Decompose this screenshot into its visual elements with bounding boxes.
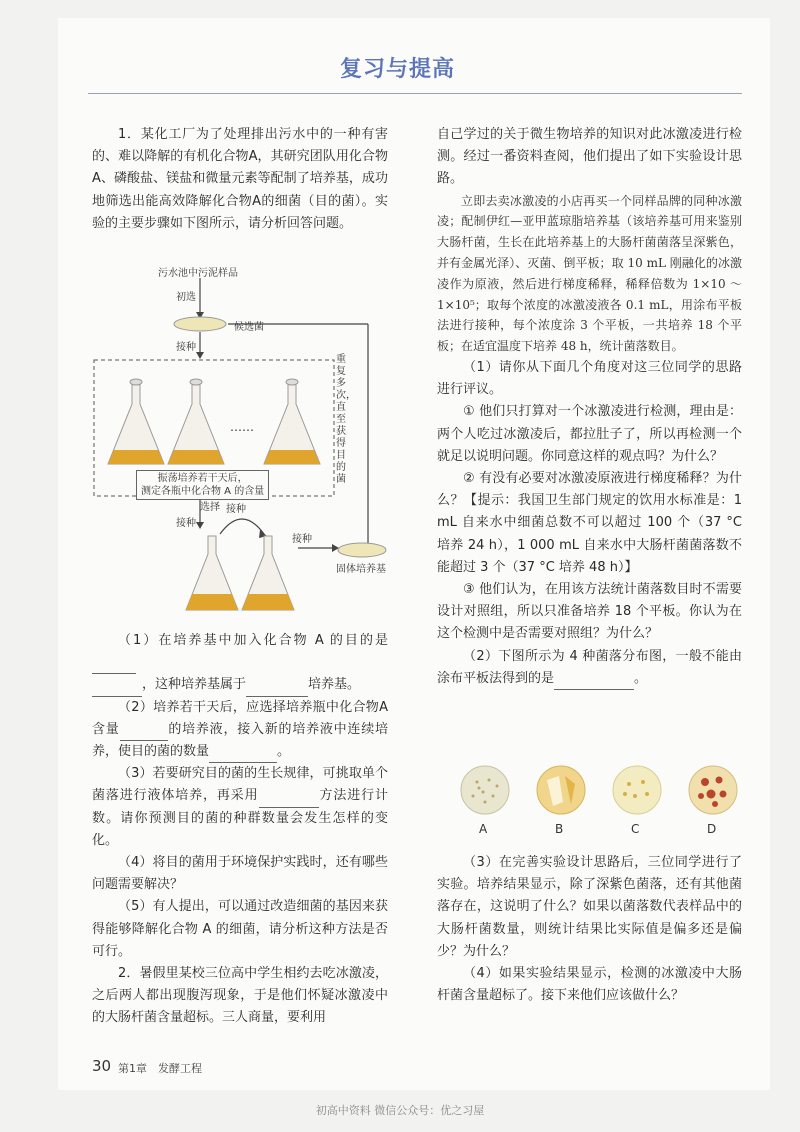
experiment-diagram — [92, 264, 388, 614]
right-column — [437, 124, 742, 690]
q2-s2 — [437, 646, 742, 690]
watermark: 初高中资料 微信公众号：优之习屋 — [315, 1104, 485, 1117]
plate-label-a: A — [479, 822, 488, 836]
label-inoculate2: 接种 — [226, 504, 246, 515]
q2-c2: ② 有没有必要对冰激凌原液进行梯度稀释？为什么？【提示：我国卫生部门规定的饮用水标准是：1 mL 自来水中细菌总数不可以超过 100 个（37 °C 培养 24 h），1 000 mL 自来水中大肠杆菌菌落数不能超过 3 个（37 °C 培养 48 h）】 — [437, 471, 742, 575]
q1-s2-text-c: 。 — [277, 744, 291, 760]
colony-plates — [459, 762, 739, 842]
label-inoculate4: 接种 — [292, 534, 312, 545]
q1-s2-text-a: （2）培养若干天后，应选择培养瓶中化合物A 含量 — [92, 699, 388, 737]
plate-a — [461, 766, 509, 814]
plate-label-b: B — [555, 822, 564, 836]
blank-1c — [246, 682, 308, 697]
q1-s1 — [92, 630, 388, 697]
q1-s3-text-b: 方法进行计数。请你预测目的菌的种群数量会发生怎样的变化。 — [92, 788, 388, 848]
label-solid: 固体培养基 — [336, 564, 386, 575]
q2-intro: 2．暑假里某校三位高中学生相约去吃冰激凌，之后两人都出现腹泻现象，于是他们怀疑冰激凌中的大肠杆菌含量超标。三人商量，要利用 — [92, 966, 388, 1026]
blank-1a — [92, 659, 136, 674]
label-candidate: 候选菌 — [234, 322, 264, 333]
q1-s4: （4）将目的菌用于环境保护实践时，还有哪些问题需要解决？ — [92, 855, 388, 893]
flask-4 — [186, 536, 238, 610]
arrowhead-inoculate1 — [196, 352, 204, 359]
label-inoculate1: 接种 — [176, 342, 196, 353]
q1-s1-text-c: 培养基。 — [308, 677, 361, 693]
q1-s3 — [92, 763, 388, 852]
title-divider — [88, 93, 742, 94]
blank-q2-2 — [554, 675, 634, 690]
q2-c1: ① 他们只打算对一个冰激凌进行检测，理由是：两个人吃过冰激凌后，都拉肚子了，所以再检测一个就足以说明问题。你同意这样的观点吗？为什么？ — [437, 404, 742, 464]
candidate-dish — [174, 317, 226, 331]
q1-s3-text-a: （3）若要研究目的菌的生长规律，可挑取单个菌落进行液体培养，再采用 — [92, 766, 388, 804]
left-column — [92, 124, 388, 235]
q1-subquestions — [92, 630, 388, 1030]
q1-s2-text-b: 的培养液，接入新的培养液中连续培养，使目的菌的数量 — [92, 721, 388, 760]
flask-5 — [242, 536, 294, 610]
q1-s5: （5）有人提出，可以通过改造细菌的基因来获得能够降解化合物 A 的细菌，请分析这种方法是否可行。 — [92, 899, 388, 959]
plate-b — [537, 766, 585, 814]
blank-1b — [92, 682, 142, 697]
label-select: 选择 — [200, 502, 220, 513]
q2-s2-text-b: 。 — [634, 670, 648, 686]
solid-plate — [338, 543, 386, 557]
arrowhead-select — [196, 522, 204, 529]
plates-art — [459, 762, 739, 818]
label-dots: …… — [230, 420, 254, 434]
blank-2b — [209, 748, 277, 763]
label-side: 重复多次，直至获得目的菌 — [336, 354, 356, 485]
q1-s1-text-b: ，这种培养基属于 — [142, 677, 247, 693]
blank-3 — [259, 793, 319, 808]
section-title-text: 复习与提高 — [340, 57, 456, 82]
arrow-transfer — [220, 519, 264, 534]
q2-s3: （3）在完善实验设计思路后，三位同学进行了实验。培养结果显示，除了深紫色菌落，还有其他菌落存在，这说明了什么？如果以菌落数代表样品中的大肠杆菌数量，则统计结果比实际值是偏多还是偏少？为什么？ — [437, 855, 742, 959]
right-column-lower — [437, 852, 742, 1007]
blank-2a — [120, 726, 168, 741]
page-number: 30 — [92, 1057, 112, 1075]
q2-design: 立即去卖冰激凌的小店再买一个同样品牌的同种冰激凌；配制伊红—亚甲蓝琼脂培养基（该培养基可用来鉴别大肠杆菌，生长在此培养基上的大肠杆菌菌落呈深紫色，并有金属光泽）、灭菌、倒平板；取 10 mL 刚融化的冰激凌作为原液，然后进行梯度稀释，稀释倍数为 1×10 ～ 1×10⁵；取每个浓度的冰激凌液各 0.1 mL，用涂布平板法进行接种，每个浓度涂 3 个平板，一共培养 18 个平板；在适宜温度下培养 48 h，统计菌落数目。 — [437, 193, 742, 354]
flask-3 — [264, 379, 320, 464]
q2-s1: （1）请你从下面几个角度对这三位同学的思路进行评议。 — [437, 359, 742, 398]
q2-s4: （4）如果实验结果显示，检测的冰激凌中大肠杆菌含量超标了。接下来他们应该做什么？ — [437, 966, 742, 1004]
plate-c — [613, 766, 661, 814]
label-screen: 初选 — [176, 292, 196, 303]
label-sample: 污水池中污泥样品 — [158, 268, 238, 279]
flask-1 — [108, 379, 164, 464]
flask-2 — [168, 379, 224, 464]
plate-d — [689, 766, 737, 814]
q2-cont: 自己学过的关于微生物培养的知识对此冰激凌进行检测。经过一番资料查阅，他们提出了如下实验设计思路。 — [437, 127, 742, 187]
label-inoculate3: 接种 — [176, 518, 196, 529]
q1-s2 — [92, 697, 388, 764]
plate-label-d: D — [707, 822, 717, 836]
plate-label-c: C — [631, 822, 640, 836]
chapter-label: 第1章 发酵工程 — [118, 1062, 202, 1075]
q2-s2-text-a: （2）下图所示为 4 种菌落分布图，一般不能由涂布平板法得到的是 — [437, 648, 742, 686]
label-box: 振荡培养若干天后， 测定各瓶中化合物 A 的含量 — [136, 470, 269, 500]
q2-c3: ③ 他们认为，在用该方法统计菌落数目时不需要设计对照组，所以只准备培养 18 个平板。你认为在这个检测中是否需要对照组？为什么？ — [437, 582, 742, 642]
q1-intro: 1．某化工厂为了处理排出污水中的一种有害的、难以降解的有机化合物A，其研究团队用化合物A、磷酸盐、镁盐和微量元素等配制了培养基，成功地筛选出能高效降解化合物A的细菌（目的菌）。实验的主要步骤如下图所示，请分析回答问题。 — [92, 127, 388, 231]
q1-s1-text-a: （1）在培养基中加入化合物 A 的目的是 — [118, 633, 388, 648]
